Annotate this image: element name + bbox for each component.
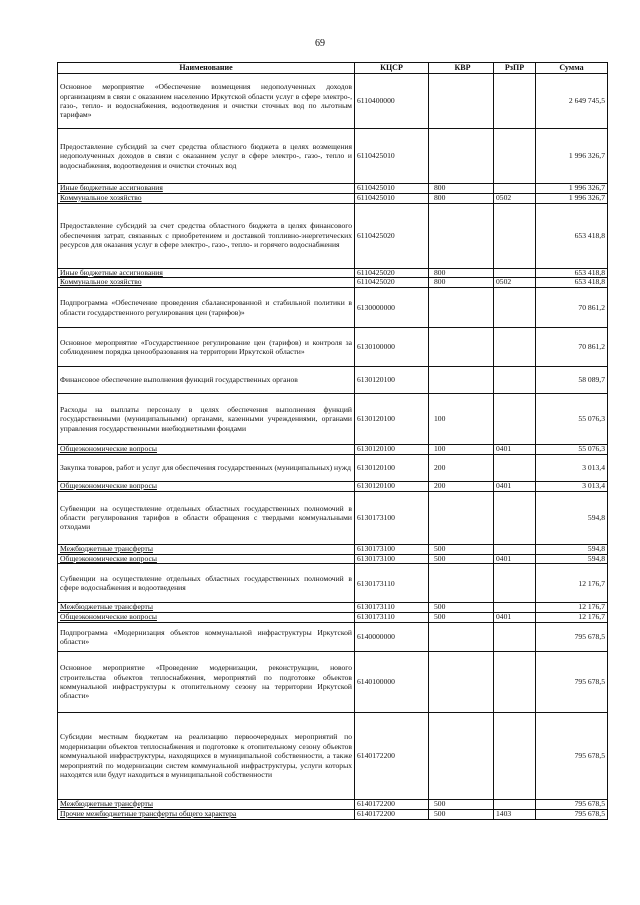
row-rzpr [494,564,536,603]
header-sum: Сумма [536,63,608,74]
row-name: Межбюджетные трансферты [58,544,355,554]
row-rzpr [494,544,536,554]
row-sum: 594,8 [536,554,608,564]
row-kvr [429,328,494,367]
row-rzpr [494,367,536,394]
row-kvr: 500 [429,603,494,613]
row-name: Подпрограмма «Модернизация объектов коммунальной инфраструктуры Иркутской области» [58,622,355,651]
row-name: Иные бюджетные ассигнования [58,184,355,194]
header-kcsr: КЦСР [355,63,429,74]
row-sum: 1 996 326,7 [536,193,608,203]
row-rzpr: 1403 [494,809,536,819]
row-sum: 795 678,5 [536,712,608,799]
row-name: Общеэкономические вопросы [58,613,355,623]
row-rzpr [494,622,536,651]
budget-table [57,62,608,820]
row-sum: 795 678,5 [536,799,608,809]
table-row [58,544,608,554]
table-row [58,712,608,799]
row-name: Расходы на выплаты персоналу в целях обеспечения выполнения функций государственными (муниципальными) органами, казенными учреждениями, органами управления государственными внебюджетными фондами [58,394,355,445]
row-kcsr: 6140000000 [355,622,429,651]
row-kvr: 800 [429,193,494,203]
row-kcsr: 6130120100 [355,481,429,491]
row-name: Общеэкономические вопросы [58,554,355,564]
row-sum: 12 176,7 [536,603,608,613]
row-rzpr: 0401 [494,445,536,455]
row-rzpr [494,129,536,184]
row-name: Основное мероприятие «Государственное регулирование цен (тарифов) и контроля за соблюдением порядка ценообразования на территории Иркутской области» [58,328,355,367]
row-name: Общеэкономические вопросы [58,481,355,491]
table-row [58,394,608,445]
row-kvr: 800 [429,184,494,194]
row-name: Субсидии местным бюджетам на реализацию первоочередных мероприятий по модернизации объектов теплоснабжения и подготовке к отопительному сезону объектов коммунальной инфраструктуры, находящихся в муниципальной собственности, а также мероприятий по модернизации систем коммунальной инфраструктуры, услуги которых находятся или будут находиться в муниципальной собственности [58,712,355,799]
row-name: Подпрограмма «Обеспечение проведения сбалансированной и стабильной политики в области государственного регулирования цен (тарифов)» [58,288,355,328]
table-row [58,184,608,194]
row-kvr: 500 [429,554,494,564]
row-kvr [429,74,494,129]
row-kvr [429,288,494,328]
row-kcsr: 6130173100 [355,554,429,564]
row-name: Субвенции на осуществление отдельных областных государственных полномочий в сфере водоснабжения и водоотведения [58,564,355,603]
row-kvr: 200 [429,481,494,491]
row-sum: 55 076,3 [536,394,608,445]
row-kcsr: 6130173110 [355,603,429,613]
row-sum: 70 861,2 [536,288,608,328]
row-rzpr [494,184,536,194]
row-kvr: 800 [429,268,494,278]
table-row [58,454,608,481]
row-kvr [429,651,494,712]
table-row [58,799,608,809]
table-row [58,445,608,455]
row-sum: 1 996 326,7 [536,129,608,184]
row-kcsr: 6110425020 [355,278,429,288]
row-kvr: 200 [429,454,494,481]
table-row [58,651,608,712]
page-number: 69 [315,38,325,49]
row-kcsr: 6130100000 [355,328,429,367]
row-kvr: 500 [429,613,494,623]
row-sum: 1 996 326,7 [536,184,608,194]
row-rzpr: 0401 [494,554,536,564]
row-kcsr: 6110425010 [355,184,429,194]
row-rzpr [494,491,536,544]
row-rzpr [494,328,536,367]
row-rzpr [494,394,536,445]
row-rzpr: 0401 [494,613,536,623]
header-name: Наименование [58,63,355,74]
row-kvr [429,367,494,394]
table-row [58,288,608,328]
row-kvr: 500 [429,809,494,819]
header-kvr: КВР [429,63,494,74]
row-kvr: 100 [429,394,494,445]
row-kcsr: 6130120100 [355,367,429,394]
row-sum: 594,8 [536,491,608,544]
row-rzpr: 0502 [494,278,536,288]
row-kvr: 800 [429,278,494,288]
row-sum: 2 649 745,5 [536,74,608,129]
row-kcsr: 6140100000 [355,651,429,712]
row-kvr: 500 [429,799,494,809]
row-rzpr [494,454,536,481]
table-row [58,491,608,544]
row-kvr [429,564,494,603]
row-rzpr [494,651,536,712]
row-kcsr: 6140172200 [355,799,429,809]
row-sum: 70 861,2 [536,328,608,367]
row-sum: 653 418,8 [536,278,608,288]
table-row [58,74,608,129]
table-row [58,328,608,367]
row-kvr [429,129,494,184]
row-name: Межбюджетные трансферты [58,603,355,613]
row-sum: 55 076,3 [536,445,608,455]
row-kcsr: 6130120100 [355,445,429,455]
row-kcsr: 6110425020 [355,203,429,268]
row-name: Финансовое обеспечение выполнения функций государственных органов [58,367,355,394]
row-sum: 795 678,5 [536,809,608,819]
row-sum: 12 176,7 [536,564,608,603]
row-name: Межбюджетные трансферты [58,799,355,809]
row-name: Основное мероприятие «Обеспечение возмещения недополученных доходов организациям в связи с оказанием населению Иркутской области услуг в сфере электро-, газо-, тепло- и водоснабжения, водоотведения и очистки сточных вод по льготным тарифам» [58,74,355,129]
row-kvr [429,203,494,268]
table-row [58,278,608,288]
row-rzpr [494,712,536,799]
row-sum: 795 678,5 [536,651,608,712]
table-row [58,809,608,819]
header-rzpr: РзПР [494,63,536,74]
row-kcsr: 6130173110 [355,564,429,603]
row-name: Субвенции на осуществление отдельных областных государственных полномочий в области регулирования тарифов в области обращения с твердыми коммунальными отходами [58,491,355,544]
row-name: Коммунальное хозяйство [58,278,355,288]
table-row [58,554,608,564]
row-kcsr: 6110425010 [355,193,429,203]
row-sum: 795 678,5 [536,622,608,651]
row-sum: 3 013,4 [536,454,608,481]
row-rzpr [494,288,536,328]
table-row [58,622,608,651]
row-name: Иные бюджетные ассигнования [58,268,355,278]
row-name: Предоставление субсидий за счет средства областного бюджета в целях возмещения недополученных доходов в связи с оказанием услуг в сфере электро-, газо-, тепло и водоснабжения, водоотведения и очистки сточных вод [58,129,355,184]
row-sum: 3 013,4 [536,481,608,491]
row-kvr: 100 [429,445,494,455]
row-kcsr: 6110400000 [355,74,429,129]
row-name: Прочие межбюджетные трансферты общего характера [58,809,355,819]
row-sum: 594,8 [536,544,608,554]
row-kcsr: 6130120100 [355,454,429,481]
row-kcsr: 6130000000 [355,288,429,328]
table-row [58,203,608,268]
row-kcsr: 6130173100 [355,544,429,554]
row-name: Коммунальное хозяйство [58,193,355,203]
row-name: Общеэкономические вопросы [58,445,355,455]
row-sum: 653 418,8 [536,268,608,278]
row-sum: 58 089,7 [536,367,608,394]
row-kvr: 500 [429,544,494,554]
row-kcsr: 6130173100 [355,491,429,544]
row-kcsr: 6110425010 [355,129,429,184]
row-rzpr: 0401 [494,481,536,491]
table-header-row [58,63,608,74]
row-name: Основное мероприятие «Проведение модернизации, реконструкции, нового строительства объектов теплоснабжения, мероприятий по подготовке объектов коммунальной инфраструктуры к отопительному сезону на территории Иркутской области» [58,651,355,712]
row-rzpr [494,74,536,129]
row-name: Предоставление субсидий за счет средства областного бюджета в целях финансового обеспечения затрат, связанных с приобретением и доставкой топливно-энергетических ресурсов для оказания услуг в сфере электро-, газо-, тепло- и горячего водоснабжения [58,203,355,268]
row-rzpr [494,203,536,268]
row-kvr [429,491,494,544]
row-kcsr: 6130120100 [355,394,429,445]
row-kcsr: 6140172200 [355,712,429,799]
row-kvr [429,622,494,651]
row-sum: 653 418,8 [536,203,608,268]
table-row [58,613,608,623]
table-row [58,129,608,184]
row-kcsr: 6130173110 [355,613,429,623]
row-kvr [429,712,494,799]
row-kcsr: 6140172200 [355,809,429,819]
table-row [58,193,608,203]
row-rzpr: 0502 [494,193,536,203]
table-row [58,481,608,491]
table-row [58,367,608,394]
row-sum: 12 176,7 [536,613,608,623]
table-row [58,564,608,603]
row-rzpr [494,799,536,809]
row-name: Закупка товаров, работ и услуг для обеспечения государственных (муниципальных) нужд [58,454,355,481]
row-kcsr: 6110425020 [355,268,429,278]
